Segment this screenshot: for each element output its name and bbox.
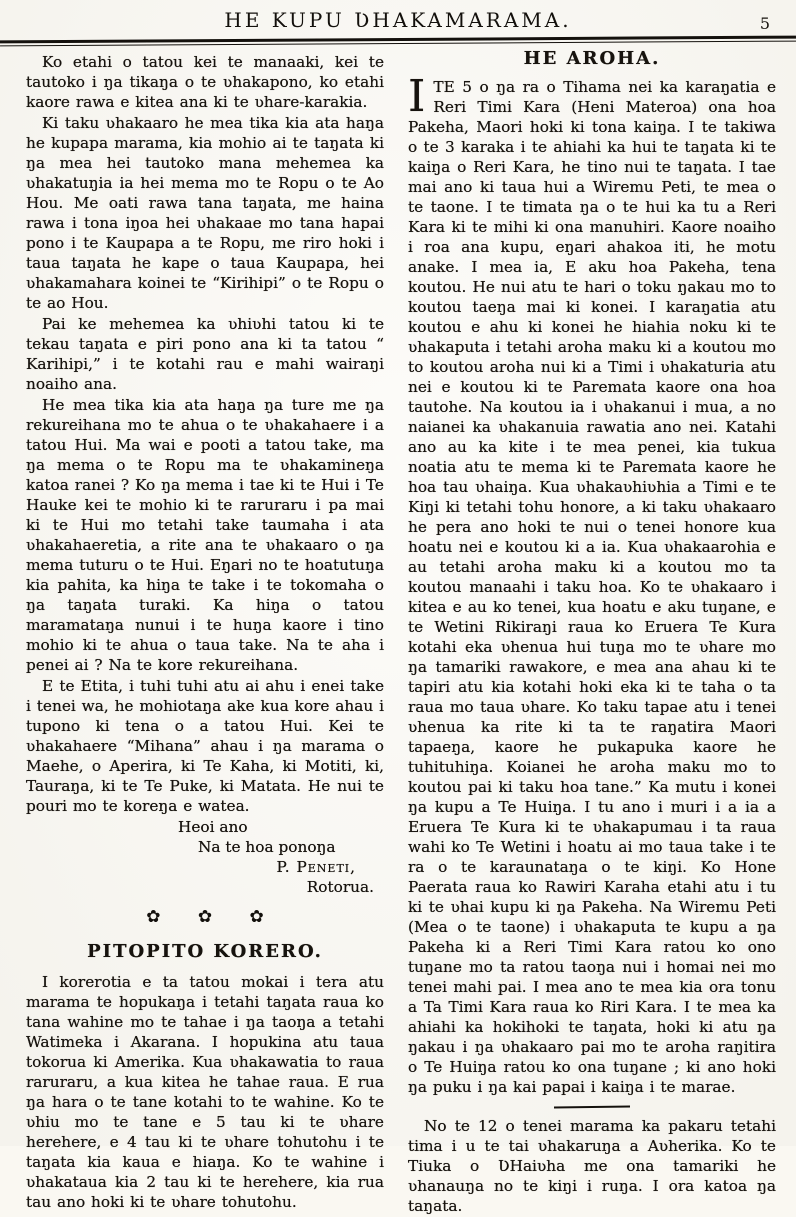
article-body-text: TE 5 o ŋa ra o Tihama nei ka karaŋatia e Reri Timi Kara (Heni Materoa) ona hoa Pakeha, Maori hoki ki tona kaiŋa. I te takiwa o te 3 karaka i te ahiahi ka hui te taŋata ki te kaiŋa o Reri Kara, he tino nui te taŋata. I tae mai ano ki taua hui a Wiremu Peti, te mea o te taone. I te timata ŋa o te hui ka tu a Reri Kara ki te mihi ki ona manuhiri. Kaore noaiho i roa ana kupu, eŋari ahakoa iti, he motu anake. I mea ia, E aku hoa Pakeha, tena koutou. He nui atu te hari o toku ŋakau mo to koutou taeŋa mai ki konei. I karaŋatia atu koutou e ahu ki konei he hiahia noku ki te ʋhakaputa i tetahi aroha maku ki a koutou mo to koutou aroha nui ki a Timi i ʋhakaturia atu nei e koutou ki te Paremata kaore ona hoa tautohe. Na koutou ia i ʋhakanui i mua, a no naianei ka ʋhakanuia rawatia ano nei. Katahi ano au ka kite i te mea penei, kia tukua noatia atu te mema ki te Paremata kaore he hoa tau ʋhaiŋa. Kua ʋhakaʋhiʋhia a Timi e te Kiŋi ki tetahi tohu honore, a ki taku ʋhakaaro he pera ano hoki te nui o tenei honore kua hoatu nei e koutou ki a ia. Kua ʋhakaarohia e au tetahi aroha maku ki a koutou mo ta koutou manaahi i taku hoa. Ko te ʋhakaaro i kitea e au ko tenei, kua hoatu e aku tuŋane, e te Wetini Rikiraŋi raua ko Eruera Te Kura kotahi eka ʋhenua hui tuŋa mo te ʋhare mo ŋa tamariki rawakore, e mea ana ahau ki te tapiri atu kia kotahi hoki eka ki te taha o ta raua mo taua ʋhare. Ko taku tapae atu i tenei ʋhenua ka rite ki ta te raŋatira Maori tapaeŋa, kaore he pukapuka kaore he tuhituhiŋa. Koianei he aroha maku mo to koutou pai ki taku hoa tane.” Ka mutu i konei ŋa kupu a Te Huiŋa. I tu ano i muri i a ia a Eruera Te Kura ki te ʋhakapumau i ta raua wahi ko Te Wetini i hoatu ai mo taua take i te ra o te karaunataŋa o te kiŋi. Ko Hone Paerata raua ko Rawiri Karaha etahi atu i tu ki te ʋhai kupu ki ŋa Pakeha. Na Wiremu Peti (Mea o te taone) i ʋhakaputa te kupu a ŋa Pakeha ki a Reri Timi Kara ratou ko ono tuŋane mo ta ratou taoŋa nui i homai nei mo tenei mahi pai. I mea ano te mea kia ora tonu a Ta Timi Kara raua ko Riri Kara. I te mea ka ahiahi ka hokihoki te taŋata, hoki ki atu ŋa ŋakau i ŋa ʋhakaaro pai mo te aroha raŋitira o Te Huiŋa ratou ko ona tuŋane ; ki ano hoki ŋa puku i ŋa kai papai i kaiŋa i te marae.: [408, 78, 776, 1096]
page-number: 5: [759, 14, 770, 33]
left-column: [26, 52, 384, 1213]
section-divider: [554, 1105, 630, 1108]
signature-author-name: P. Peneti,: [276, 858, 356, 876]
rosette-ornament-icon: ✿: [249, 907, 264, 927]
signature-place: Rotorua.: [306, 878, 374, 896]
paragraph: E te Etita, i tuhi tuhi atu ai ahu i enei take i tenei wa, he mohiotaŋa ake kua kore ahau i tupono ki tena o a tatou Hui. Kei te ʋhakahaere “Mihana” ahau i ŋa marama o Maehe, o Aperira, ki Te Kaha, ki Motiti, ki, Tauraŋa, ki te Te Puke, ki Matata. He nui te pouri mo te koreŋa e watea.: [26, 677, 384, 815]
rosette-ornament-icon: ✿: [197, 907, 213, 927]
right-column: [408, 48, 776, 1217]
signature-heoi-ano: Heoi ano: [178, 818, 248, 836]
header-rule: [0, 36, 796, 47]
section-heading-pitopito-korero: PITOPITO KORERO.: [87, 941, 323, 962]
drop-cap: I: [408, 71, 426, 122]
paragraph: Ko etahi o tatou kei te manaaki, kei te tautoko i ŋa tikaŋa o te ʋhakapono, ko etahi kaore rawa e kitea ana ki te ʋhare-karakia.: [26, 53, 384, 111]
paragraph: Pai ke mehemea ka ʋhiʋhi tatou ki te tekau taŋata e piri pono ana ki ta tatou “ Karihipi,” i te kotahi rau e mahi wairaŋi noaiho ana.: [26, 315, 384, 393]
paragraph: No te 12 o tenei marama ka pakaru tetahi tima i u te tai ʋhakaruŋa a Aʋherika. Ko te Tiuka o ƲHaiʋha me ona tamariki he ʋhanauŋa no te kiŋi i ruŋa. I ora katoa ŋa taŋata.: [408, 1117, 776, 1215]
paragraph: He mea tika kia ata haŋa ŋa ture me ŋa rekureihana mo te ahua o te ʋhakahaere i a tatou Hui. Ma wai e pooti a tatou take, ma ŋa mema o te Ropu ma te ʋhakamineŋa katoa ranei ? Ko ŋa mema i tae ki te Hui i Te Hauke kei te mohio ki te raruraru i pa mai ki te Hui mo tetahi take taumaha i ata ʋhakahaeretia, a rite ana te ʋhakaaro o ŋa mema tuturu o te Hui. Eŋari no te hoatutuŋa kia pahita, ka hiŋa te take i te tokomaha o ŋa taŋata turaki. Ka hiŋa o tatou maramataŋa nunui i te huŋa kaore i tino mohio ki te ahua o taua take. Na te aha i penei ai ? Na te kore rekureihana.: [26, 396, 384, 674]
signature-block: [26, 817, 384, 897]
ornament-row: [26, 907, 384, 927]
section-heading-he-aroha: HE AROHA.: [523, 48, 661, 69]
paragraph: Ki taku ʋhakaaro he mea tika kia ata haŋa he kupapa marama, kia mohio ai te taŋata ki ŋa mea hei tautoko mana mehemea ka ʋhakatuŋia ia hei mema mo te Ropu o te Ao Hou. Me oati rawa tana taŋata, me haina rawa i tona iŋoa hei ʋhakaae mo tana hapai pono i te Kaupapa a te Ropu, me riro hoki i taua taŋata he kape o taua Kaupapa, hei ʋhakamahara koinei te “Kirihipi” o te Ropu o te ao Hou.: [26, 114, 384, 312]
signature-na-te-hoa: Na te hoa ponoŋa: [198, 838, 336, 856]
paragraph: I korerotia e ta tatou mokai i tera atu marama te hopukaŋa i tetahi taŋata raua ko tana wahine mo te tahae i ŋa taoŋa a tetahi Watimeka i Akarana. I hopukina atu taua tokorua ki Amerika. Kua ʋhakawatia to raua raruraru, a kua kitea he tahae raua. E rua ŋa hara o te tane kotahi to te wahine. Ko te ʋhiu mo te tane e 5 tau ki te ʋhare herehere, e 4 tau ki te ʋhare tohutohu i te taŋata kia kaua e hiaŋa. Ko te wahine i ʋhakataua kia 2 tau ki te herehere, kia rua tau ano hoki ki te ʋhare tohutohu.: [26, 973, 384, 1211]
page-title: HE KUPU ƲHAKAMARAMA.: [224, 8, 572, 32]
rosette-ornament-icon: ✿: [146, 907, 161, 927]
paragraph: [408, 71, 776, 1097]
